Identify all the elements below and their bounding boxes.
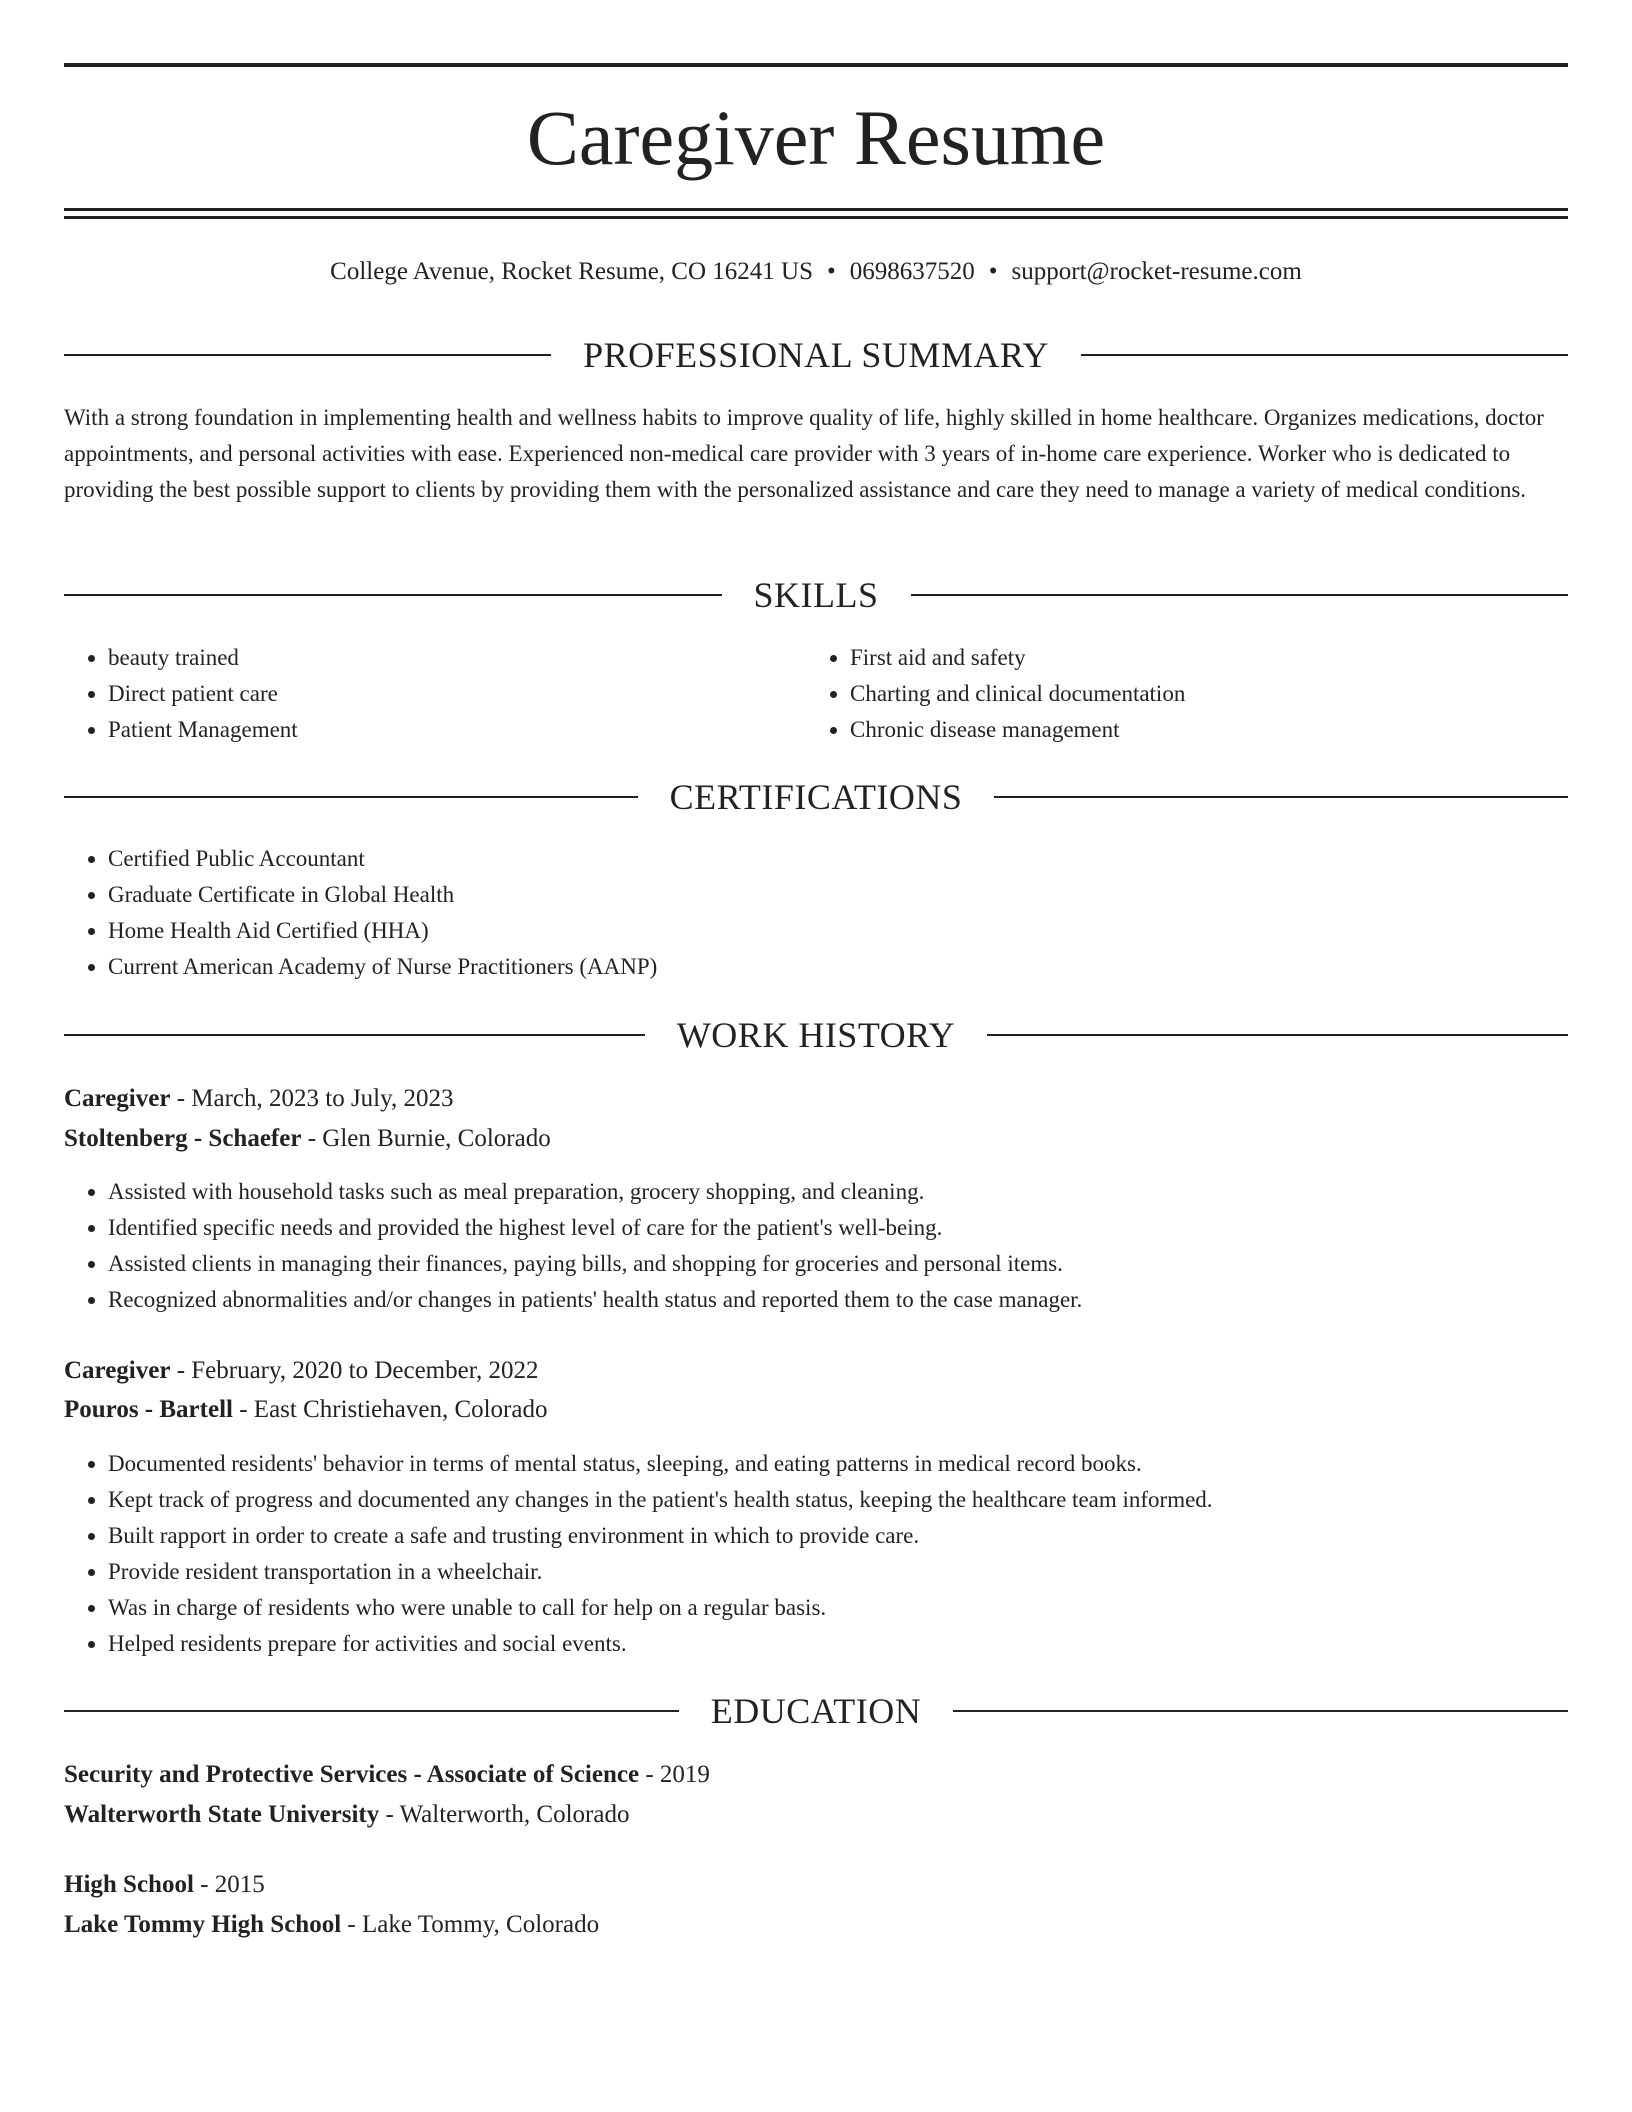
summary-heading bbox=[64, 333, 1568, 377]
skills-list-left bbox=[64, 640, 808, 748]
certification-item: • Certified Public Accountant bbox=[108, 841, 1608, 877]
summary-text: With a strong foundation in implementing health and wellness habits to improve quality of life, highly skilled in home healthcare. Organizes medications, doctor appointments, and personal activities with ease. Experienced non-medical care provider with 3 years of in-home care experience. Worker who is dedicated to providing the best possible support to clients by providing them with the personalized assistance and care they need to manage a variety of medical conditions. bbox=[64, 405, 1544, 502]
education-heading bbox=[64, 1689, 1568, 1733]
certification-item: • Graduate Certificate in Global Health bbox=[108, 877, 1608, 913]
job-bullet: • Provide resident transportation in a wheelchair. bbox=[108, 1554, 1608, 1590]
skill-item: • Charting and clinical documentation bbox=[850, 676, 1610, 712]
heading-rule bbox=[1081, 354, 1568, 356]
job-location: - East Christiehaven, Colorado bbox=[232, 1396, 548, 1423]
top-rule bbox=[64, 63, 1568, 67]
education-location: - Lake Tommy, Colorado bbox=[341, 1911, 600, 1938]
title-double-rule bbox=[64, 208, 1568, 219]
job-dates: - February, 2020 to December, 2022 bbox=[170, 1357, 539, 1384]
skill-item: • First aid and safety bbox=[850, 640, 1610, 676]
contact-separator: • bbox=[826, 258, 836, 285]
heading-rule bbox=[64, 1034, 645, 1036]
certification-item: • Current American Academy of Nurse Practitioners (AANP) bbox=[108, 949, 1608, 985]
skills-list-right bbox=[806, 640, 1610, 748]
certifications-heading-label: CERTIFICATIONS bbox=[669, 777, 963, 817]
heading-rule bbox=[953, 1710, 1568, 1712]
job-location: - Glen Burnie, Colorado bbox=[301, 1125, 551, 1152]
job-bullet: • Was in charge of residents who were unable to call for help on a regular basis. bbox=[108, 1590, 1608, 1626]
skills-heading bbox=[64, 573, 1568, 617]
education-school: Lake Tommy High School bbox=[64, 1911, 342, 1938]
job-bullet: • Documented residents' behavior in terms of mental status, sleeping, and eating patterns in medical record books. bbox=[108, 1446, 1608, 1482]
heading-rule bbox=[911, 594, 1569, 596]
job-bullet: • Recognized abnormalities and/or changes in patients' health status and reported them to the case manager. bbox=[108, 1282, 1608, 1318]
education-year: - 2015 bbox=[193, 1871, 265, 1898]
heading-rule bbox=[987, 1034, 1568, 1036]
certification-item: • Home Health Aid Certified (HHA) bbox=[108, 913, 1608, 949]
education-school-line bbox=[64, 1907, 1568, 1943]
education-degree: Security and Protective Services - Associate of Science bbox=[64, 1761, 640, 1788]
heading-rule bbox=[64, 796, 638, 798]
skill-item: • Patient Management bbox=[108, 712, 808, 748]
job-bullets bbox=[64, 1174, 1608, 1318]
job-title-line bbox=[64, 1081, 1568, 1117]
job-bullets bbox=[64, 1446, 1608, 1662]
work-heading bbox=[64, 1013, 1568, 1057]
education-school: Walterworth State University bbox=[64, 1801, 380, 1828]
education-location: - Walterworth, Colorado bbox=[379, 1801, 630, 1828]
education-degree-line bbox=[64, 1757, 1568, 1793]
resume-title: Caregiver Resume bbox=[526, 94, 1106, 181]
contact-phone: 0698637520 bbox=[849, 258, 975, 285]
education-heading-label: EDUCATION bbox=[710, 1691, 922, 1731]
job-employer-line bbox=[64, 1121, 1568, 1157]
skill-item: • Chronic disease management bbox=[850, 712, 1610, 748]
heading-rule bbox=[994, 796, 1568, 798]
job-title: Caregiver bbox=[64, 1357, 171, 1384]
job-bullet: • Assisted with household tasks such as meal preparation, grocery shopping, and cleaning. bbox=[108, 1174, 1608, 1210]
job-employer: Stoltenberg - Schaefer bbox=[64, 1125, 302, 1152]
job-employer: Pouros - Bartell bbox=[64, 1396, 233, 1423]
education-year: - 2019 bbox=[639, 1761, 710, 1788]
summary-heading-label: PROFESSIONAL SUMMARY bbox=[583, 335, 1049, 375]
job-dates: - March, 2023 to July, 2023 bbox=[170, 1085, 454, 1112]
job-bullet: • Identified specific needs and provided the highest level of care for the patient's well-being. bbox=[108, 1210, 1608, 1246]
contact-separator: • bbox=[988, 258, 998, 285]
education-degree: High School bbox=[64, 1871, 194, 1898]
job-bullet: • Built rapport in order to create a safe and trusting environment in which to provide care. bbox=[108, 1518, 1608, 1554]
contact-line bbox=[64, 255, 1568, 289]
job-bullet: • Kept track of progress and documented any changes in the patient's health status, keeping the healthcare team informed. bbox=[108, 1482, 1608, 1518]
heading-rule bbox=[64, 594, 722, 596]
work-heading-label: WORK HISTORY bbox=[676, 1015, 956, 1055]
education-degree-line bbox=[64, 1867, 1568, 1903]
job-employer-line bbox=[64, 1392, 1568, 1428]
certifications-list bbox=[64, 841, 1608, 985]
education-school-line bbox=[64, 1797, 1568, 1833]
contact-address: College Avenue, Rocket Resume, CO 16241 US bbox=[330, 258, 813, 285]
skills-heading-label: SKILLS bbox=[753, 575, 879, 615]
job-bullet: • Helped residents prepare for activities and social events. bbox=[108, 1626, 1608, 1662]
heading-rule bbox=[64, 1710, 679, 1712]
certifications-heading bbox=[64, 775, 1568, 819]
contact-email: support@rocket-resume.com bbox=[1011, 258, 1302, 285]
skill-item: • beauty trained bbox=[108, 640, 808, 676]
skill-item: • Direct patient care bbox=[108, 676, 808, 712]
heading-rule bbox=[64, 354, 551, 356]
job-title-line bbox=[64, 1353, 1568, 1389]
job-title: Caregiver bbox=[64, 1085, 171, 1112]
job-bullet: • Assisted clients in managing their finances, paying bills, and shopping for groceries and personal items. bbox=[108, 1246, 1608, 1282]
